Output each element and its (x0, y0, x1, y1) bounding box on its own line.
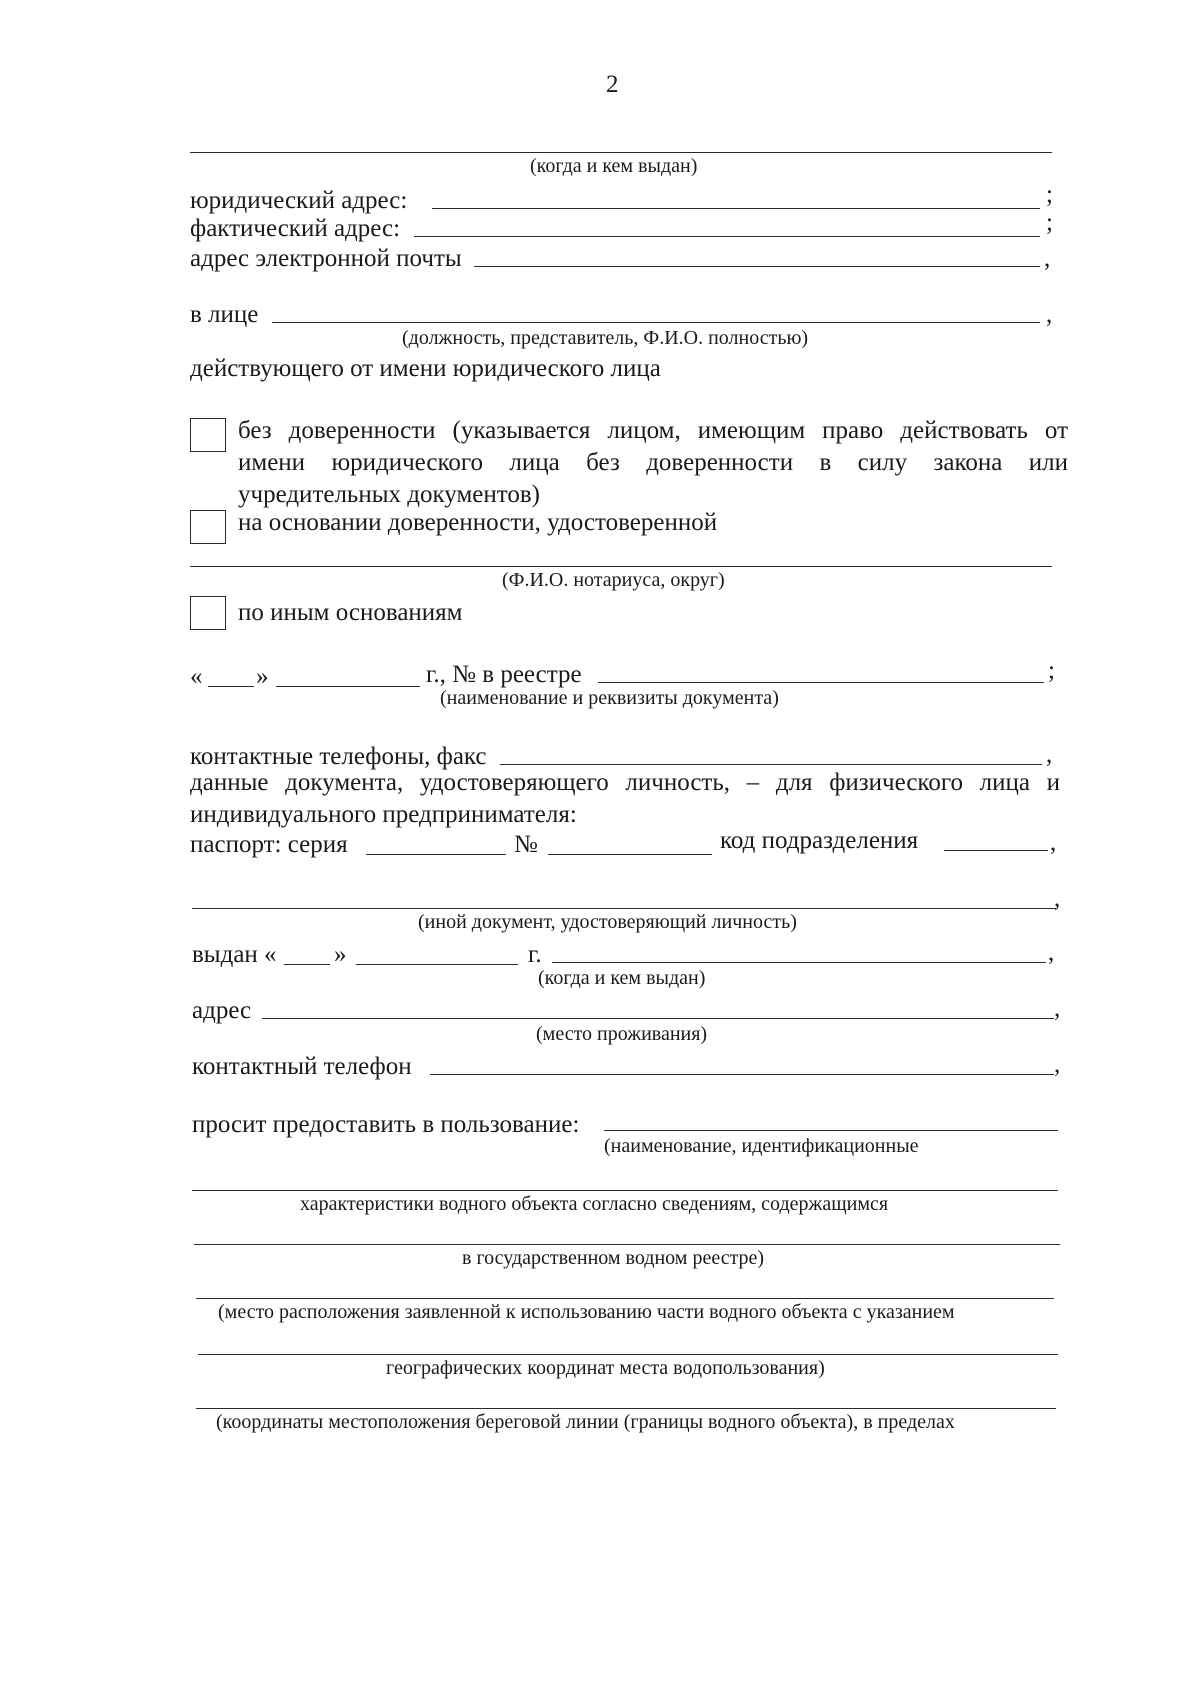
water-caption-1: (наименование, идентификационные (604, 1135, 919, 1157)
actual-address-field[interactable] (414, 236, 1040, 237)
passport-label: паспорт: серия (190, 831, 348, 858)
represented-by-caption: (должность, представитель, Ф.И.О. полностью) (402, 327, 809, 349)
represented-by-field[interactable] (272, 322, 1040, 323)
no-poa-line1: без доверенности (указывается лицом, имеющим право действовать от (238, 417, 1068, 444)
water-caption-2: характеристики водного объекта согласно сведениям, содержащимся (300, 1193, 889, 1215)
email-field[interactable] (474, 266, 1040, 267)
issued-caption-2: (когда и кем выдан) (538, 967, 706, 989)
coords-caption: (координаты местоположения береговой линии (границы водного объекта), в пределах (216, 1411, 955, 1433)
other-grounds-checkbox[interactable] (190, 596, 226, 630)
contact-phone-label: контактный телефон (192, 1053, 412, 1080)
contact-phone-field[interactable] (430, 1074, 1054, 1075)
year-label: г. (528, 941, 542, 968)
represented-by-label: в лице (190, 301, 259, 328)
location-caption-2: географических координат места водопользования) (386, 1357, 825, 1379)
water-object-field-3[interactable] (194, 1244, 1060, 1245)
contacts-label: контактные телефоны, факс (190, 743, 487, 770)
identity-doc-line1: данные документа, удостоверяющего личность, – для физического лица и (190, 769, 1060, 796)
passport-no-label: № (514, 831, 538, 858)
issued-close: » (334, 941, 347, 968)
punct: , (1054, 1051, 1061, 1078)
identity-doc-line2: индивидуального предпринимателя: (190, 801, 577, 828)
passport-number-field[interactable] (548, 854, 712, 855)
location-field[interactable] (196, 1298, 1054, 1299)
residence-caption: (место проживания) (536, 1023, 708, 1045)
legal-address-label: юридический адрес: (190, 187, 408, 214)
day-field[interactable] (208, 686, 254, 687)
acting-on-behalf: действующего от имени юридического лица (190, 355, 661, 382)
no-poa-line3: учредительных документов) (238, 481, 540, 508)
coords-field[interactable] (196, 1408, 1056, 1409)
water-object-field[interactable] (604, 1130, 1058, 1131)
punct: ; (1046, 209, 1053, 236)
poa-label: на основании доверенности, удостоверенной (238, 509, 718, 536)
date-close: » (256, 663, 269, 690)
no-poa-line2: имени юридического лица без доверенности в силу закона или (238, 449, 1068, 476)
punct: , (1050, 829, 1057, 856)
other-doc-field[interactable] (192, 908, 1056, 909)
address-label: адрес (192, 997, 252, 1024)
date-open: « (190, 663, 203, 690)
division-code-field[interactable] (944, 850, 1048, 851)
actual-address-label: фактический адрес: (190, 215, 401, 242)
issued-day-field[interactable] (284, 964, 330, 965)
issued-label: выдан « (192, 941, 277, 968)
division-code-label: код подразделения (720, 827, 919, 854)
location-field-2[interactable] (198, 1354, 1058, 1355)
notary-field[interactable] (190, 566, 1052, 567)
address-field[interactable] (262, 1018, 1054, 1019)
punct: , (1054, 995, 1061, 1022)
document-caption: (наименование и реквизиты документа) (440, 687, 779, 709)
water-caption-3: в государственном водном реестре) (462, 1247, 765, 1269)
punct: , (1046, 741, 1053, 768)
location-caption-1: (место расположения заявленной к использованию части водного объекта с указанием (218, 1301, 955, 1323)
registry-label: г., № в реестре (426, 661, 582, 688)
no-poa-checkbox[interactable] (190, 418, 226, 452)
water-object-field-2[interactable] (192, 1190, 1058, 1191)
registry-field[interactable] (598, 682, 1044, 683)
punct: ; (1048, 657, 1055, 684)
legal-address-field[interactable] (432, 208, 1040, 209)
issued-caption: (когда и кем выдан) (530, 155, 698, 177)
month-field[interactable] (276, 686, 420, 687)
passport-series-field[interactable] (366, 854, 506, 855)
other-grounds-label: по иным основаниям (238, 599, 463, 626)
contacts-field[interactable] (500, 764, 1042, 765)
poa-checkbox[interactable] (190, 510, 226, 544)
email-label: адрес электронной почты (190, 245, 462, 272)
issued-month-field[interactable] (356, 964, 518, 965)
issued-by-field[interactable] (552, 962, 1046, 963)
page-number: 2 (606, 71, 619, 98)
punct: , (1044, 245, 1051, 272)
other-doc-caption: (иной документ, удостоверяющий личность) (418, 911, 797, 933)
punct: , (1048, 939, 1055, 966)
punct: ; (1046, 181, 1053, 208)
notary-caption: (Ф.И.О. нотариуса, округ) (502, 569, 725, 591)
issued-by-line[interactable] (190, 152, 1052, 153)
punct: , (1054, 885, 1061, 912)
request-label: просит предоставить в пользование: (192, 1111, 580, 1138)
punct: , (1046, 301, 1053, 328)
